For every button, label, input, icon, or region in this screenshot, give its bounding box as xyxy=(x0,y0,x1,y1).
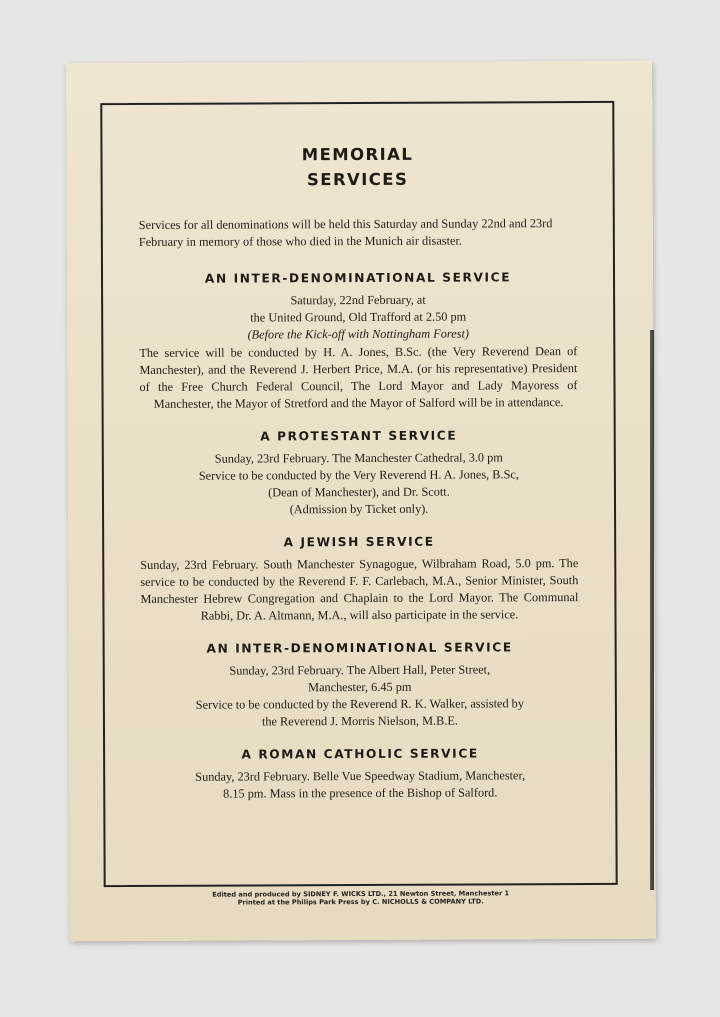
service-line-3: (Dean of Manchester), and Dr. Scott. xyxy=(268,484,450,500)
service-line-1: Sunday, 23rd February. The Albert Hall, Peter Street, xyxy=(229,662,491,678)
service-date-line: Saturday, 22nd February, at xyxy=(290,292,426,308)
service-venue-line: the United Ground, Old Trafford at 2.50 pm xyxy=(250,309,467,325)
section-heading: AN INTER-DENOMINATIONAL SERVICE xyxy=(206,640,513,656)
page-border xyxy=(100,101,617,887)
section-inter-denominational-saturday xyxy=(139,269,578,413)
service-line-2: Manchester, 6.45 pm xyxy=(308,679,412,695)
service-line-1: Sunday, 23rd February. Belle Vue Speedway Stadium, Manchester, xyxy=(195,768,526,784)
intro-paragraph: Services for all denominations will be held this Saturday and Sunday 22nd and 23rd February in memory of those who died in the Munich air disaster. xyxy=(138,216,553,249)
printer-imprint xyxy=(104,889,618,907)
service-description: The service will be conducted by H. A. Jones, B.Sc. (the Very Reverend Dean of Manchester), and the Reverend J. Herbert Price, M.A. (or his representative) President of the Free Church Federal Council, The Lord Mayor and Lady Mayoress of Manchester, the Mayor of Stretford and the Mayor of Salford will be in attendance. xyxy=(139,344,578,411)
imprint-line-2: Printed at the Philips Park Press by C. NICHOLLS & COMPANY LTD. xyxy=(237,897,484,907)
section-jewish xyxy=(140,533,578,625)
service-line-4: (Admission by Ticket only). xyxy=(289,501,429,517)
section-body xyxy=(140,449,578,519)
section-body xyxy=(140,555,578,625)
programme-page xyxy=(66,61,656,942)
service-description: Sunday, 23rd February. South Manchester Synagogue, Wilbraham Road, 5.0 pm. The service to be conducted by the Reverend F. F. Carlebach, M.A., Senior Minister, South Manchester Hebrew Congregation and Chaplain to the Lord Mayor. The Communal Rabbi, Dr. A. Altmann, M.A., will also participate in the service. xyxy=(140,556,579,623)
service-line-2: Service to be conducted by the Very Reverend H. A. Jones, B.Sc, xyxy=(198,467,519,483)
section-roman-catholic xyxy=(141,745,579,803)
page-title xyxy=(138,141,576,193)
page-content xyxy=(102,103,615,885)
imprint-line-1: Edited and produced by SIDNEY F. WICKS LTD., 21 Newton Street, Manchester 1 xyxy=(212,889,510,899)
title-line-2: SERVICES xyxy=(306,169,409,190)
section-body xyxy=(139,291,578,413)
section-heading: A JEWISH SERVICE xyxy=(283,534,435,550)
service-note-line: (Before the Kick-off with Nottingham Forest) xyxy=(247,326,470,342)
section-body xyxy=(141,661,579,731)
service-line-1: Sunday, 23rd February. The Manchester Cathedral, 3.0 pm xyxy=(214,450,503,466)
section-body xyxy=(141,767,579,803)
service-line-4: the Reverend J. Morris Nielson, M.B.E. xyxy=(261,713,459,729)
title-line-1: MEMORIAL xyxy=(301,144,414,165)
booklet-spine-edge xyxy=(650,330,654,890)
service-line-3: Service to be conducted by the Reverend R. K. Walker, assisted by xyxy=(195,696,524,712)
service-line-2: 8.15 pm. Mass in the presence of the Bishop of Salford. xyxy=(223,785,498,801)
section-heading: AN INTER-DENOMINATIONAL SERVICE xyxy=(204,270,512,286)
section-protestant xyxy=(140,427,578,519)
section-heading: A ROMAN CATHOLIC SERVICE xyxy=(241,746,479,762)
section-inter-denominational-sunday xyxy=(141,639,579,731)
section-heading: A PROTESTANT SERVICE xyxy=(260,428,458,444)
